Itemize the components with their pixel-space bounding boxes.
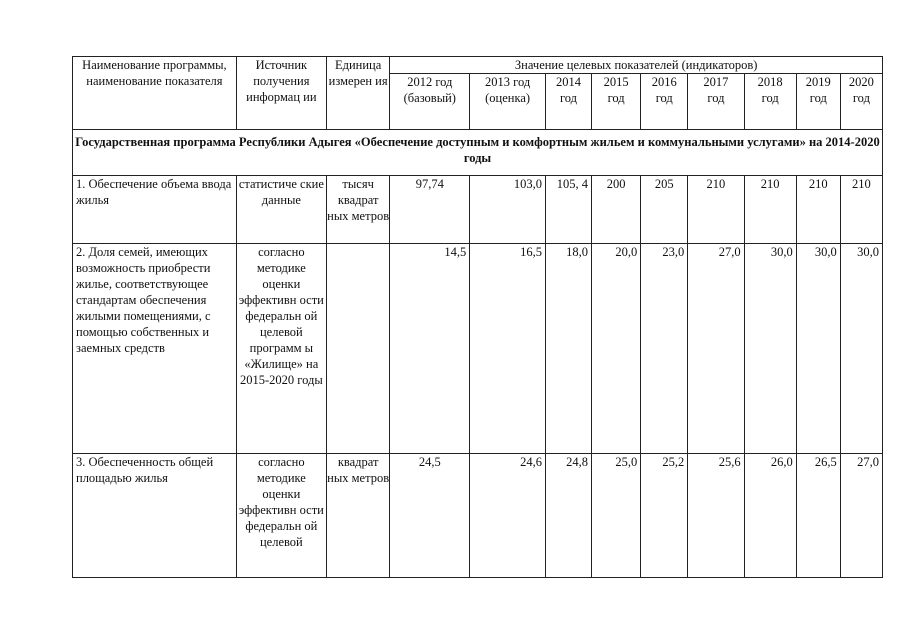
- row-2-value-2017: 27,0: [688, 244, 744, 454]
- row-3-value-2019: 26,5: [796, 454, 840, 578]
- indicators-table: [72, 56, 883, 578]
- row-1-value-2020: 210: [840, 176, 882, 244]
- row-3-value-2012: 24,5: [390, 454, 470, 578]
- header-year-2016: 2016 год: [641, 74, 688, 130]
- row-2-source: согласно методике оценки эффективн ости федеральн ой целевой программ ы «Жилище» на 2015-2020 годы: [236, 244, 326, 454]
- program-title: Государственная программа Республики Адыгея «Обеспечение доступным и комфортным жильем и коммунальными услугами» на 2014-2020 годы: [73, 130, 883, 176]
- row-3-unit: квадрат ных метров: [326, 454, 389, 578]
- header-values-group: Значение целевых показателей (индикаторов): [390, 57, 883, 74]
- row-2-name: 2. Доля семей, имеющих возможность приобрести жилье, соответствующее стандартам обеспечения жилыми помещениями, с помощью собственных и заемных средств: [73, 244, 237, 454]
- row-1-value-2012: 97,74: [390, 176, 470, 244]
- row-1-value-2015: 200: [592, 176, 641, 244]
- row-2-value-2016: 23,0: [641, 244, 688, 454]
- row-3-value-2014: 24,8: [545, 454, 591, 578]
- row-1-value-2013: 103,0: [470, 176, 546, 244]
- header-year-2018: 2018 год: [744, 74, 796, 130]
- row-2-value-2012: 14,5: [390, 244, 470, 454]
- row-3-value-2015: 25,0: [592, 454, 641, 578]
- row-2-value-2020: 30,0: [840, 244, 882, 454]
- row-1-name: 1. Обеспечение объема ввода жилья: [73, 176, 237, 244]
- row-2-unit: [326, 244, 389, 454]
- header-year-2014: 2014 год: [545, 74, 591, 130]
- row-1-value-2019: 210: [796, 176, 840, 244]
- row-1-unit: тысяч квадрат ных метров: [326, 176, 389, 244]
- row-3-value-2018: 26,0: [744, 454, 796, 578]
- row-2-value-2019: 30,0: [796, 244, 840, 454]
- header-source-column: Источник получения информац ии: [236, 57, 326, 130]
- header-year-2017: 2017 год: [688, 74, 744, 130]
- row-1-value-2016: 205: [641, 176, 688, 244]
- header-unit-column: Единица измерен ия: [326, 57, 389, 130]
- row-1-value-2017: 210: [688, 176, 744, 244]
- header-year-2012: 2012 год (базовый): [390, 74, 470, 130]
- row-2-value-2013: 16,5: [470, 244, 546, 454]
- row-3-value-2017: 25,6: [688, 454, 744, 578]
- row-2-value-2014: 18,0: [545, 244, 591, 454]
- row-3-source: согласно методике оценки эффективн ости федеральн ой целевой: [236, 454, 326, 578]
- row-3-name: 3. Обеспеченность общей площадью жилья: [73, 454, 237, 578]
- header-name-column: Наименование программы, наименование показателя: [73, 57, 237, 130]
- row-1-value-2014: 105, 4: [545, 176, 591, 244]
- header-year-2020: 2020 год: [840, 74, 882, 130]
- row-2-value-2018: 30,0: [744, 244, 796, 454]
- row-2-value-2015: 20,0: [592, 244, 641, 454]
- header-year-2013: 2013 год (оценка): [470, 74, 546, 130]
- row-1-source: статистиче ские данные: [236, 176, 326, 244]
- row-3-value-2020: 27,0: [840, 454, 882, 578]
- header-year-2019: 2019 год: [796, 74, 840, 130]
- row-3-value-2013: 24,6: [470, 454, 546, 578]
- row-3-value-2016: 25,2: [641, 454, 688, 578]
- row-1-value-2018: 210: [744, 176, 796, 244]
- header-year-2015: 2015 год: [592, 74, 641, 130]
